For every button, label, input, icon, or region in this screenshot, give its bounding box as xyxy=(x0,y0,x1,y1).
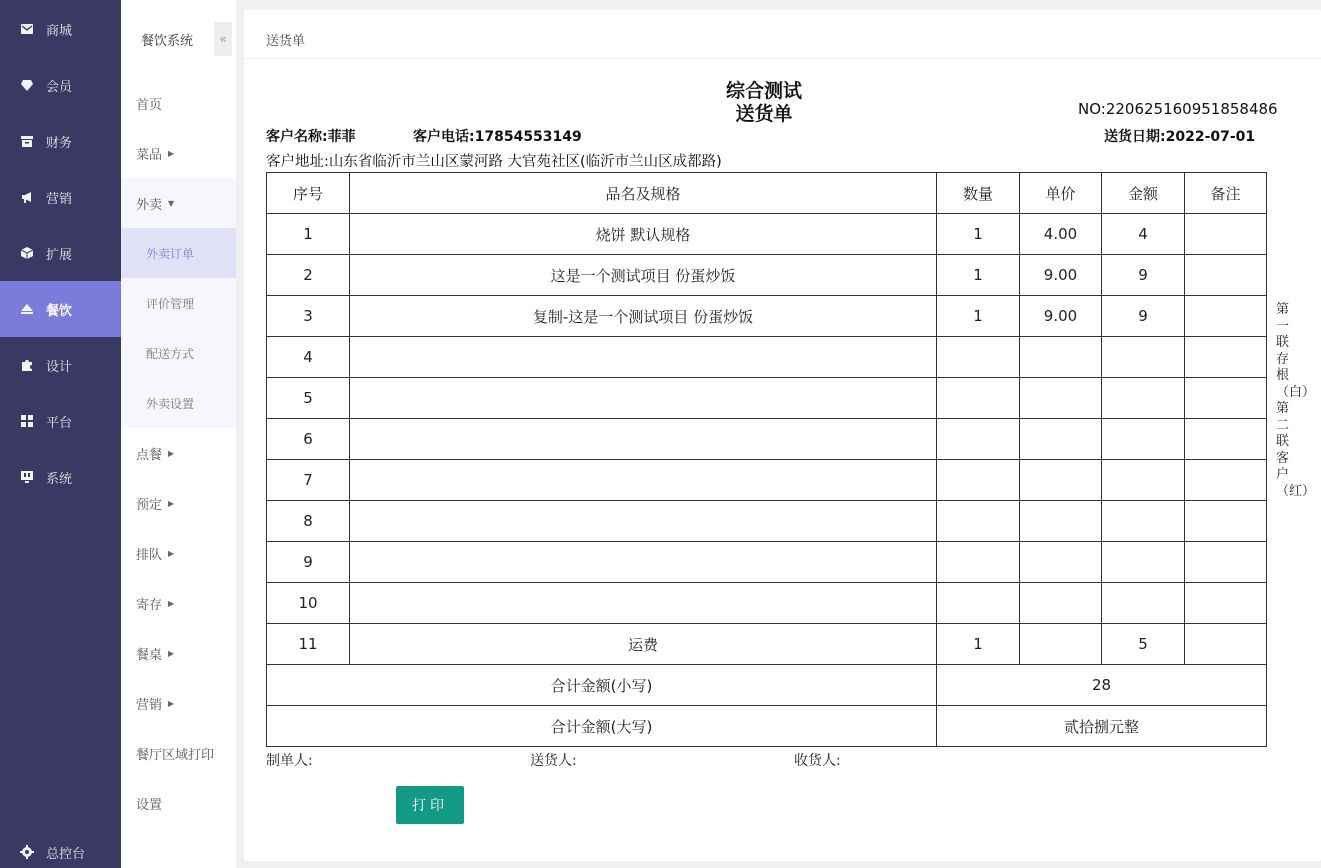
column-header: 数量 xyxy=(937,173,1020,214)
table-cell xyxy=(350,501,937,542)
sub-nav-label: 评价管理 xyxy=(146,296,195,311)
total-small-value: 28 xyxy=(937,665,1267,706)
table-cell xyxy=(1020,542,1102,583)
content-card xyxy=(244,10,1321,861)
table-row xyxy=(267,501,1267,542)
table-cell xyxy=(1020,583,1102,624)
eject-icon xyxy=(20,302,34,316)
sub-nav-label: 外卖 xyxy=(136,197,163,213)
sub-nav-label: 首页 xyxy=(136,97,163,113)
table-cell xyxy=(1185,542,1267,583)
nav-item-label: 平台 xyxy=(46,415,73,431)
sub-nav-dine[interactable] xyxy=(121,428,236,478)
sub-nav-settings[interactable] xyxy=(121,778,236,828)
nav-item-platform[interactable] xyxy=(0,393,121,449)
breadcrumb: 送货单 xyxy=(266,34,306,49)
deliverer-label: 送货人: xyxy=(530,753,577,769)
table-row xyxy=(267,255,1267,296)
table-cell xyxy=(350,419,937,460)
table-cell: 5 xyxy=(267,378,350,419)
delivery-date xyxy=(1104,126,1255,146)
table-row xyxy=(267,624,1267,665)
caret-right-icon: ▶ xyxy=(168,448,175,458)
table-cell: 2 xyxy=(267,255,350,296)
table-row xyxy=(267,542,1267,583)
caret-right-icon: ▶ xyxy=(168,648,175,658)
copy-note: 第一联存根（白）第二联客户（红） xyxy=(1276,302,1316,499)
caret-down-icon: ▼ xyxy=(168,198,175,208)
customer-address xyxy=(266,150,722,171)
divider xyxy=(244,58,1321,59)
sub-nav-takeout[interactable] xyxy=(121,178,236,228)
table-cell xyxy=(1020,419,1102,460)
nav-item-design[interactable] xyxy=(0,337,121,393)
nav-item-mall[interactable] xyxy=(0,1,121,57)
nav-item-catering[interactable] xyxy=(0,281,121,337)
sub-nav-label: 外卖订单 xyxy=(146,246,195,261)
table-row xyxy=(267,214,1267,255)
table-row xyxy=(267,583,1267,624)
table-body xyxy=(267,214,1267,665)
table-cell xyxy=(1102,501,1185,542)
table-cell: 5 xyxy=(1102,624,1185,665)
table-cell xyxy=(1020,460,1102,501)
table-cell xyxy=(350,378,937,419)
caret-right-icon: ▶ xyxy=(168,698,175,708)
customer-name xyxy=(266,126,356,146)
table-cell xyxy=(1185,378,1267,419)
sub-nav-queue[interactable] xyxy=(121,528,236,578)
table-cell xyxy=(1185,460,1267,501)
customer-name-label: 客户名称: xyxy=(266,129,328,145)
sub-nav-label: 餐厅区域打印 xyxy=(136,747,215,763)
print-button[interactable]: 打印 xyxy=(396,786,464,824)
column-header: 备注 xyxy=(1185,173,1267,214)
table-row xyxy=(267,337,1267,378)
table-cell xyxy=(937,378,1020,419)
table-cell: 9 xyxy=(1102,296,1185,337)
grid-icon xyxy=(20,414,34,428)
gear-icon xyxy=(20,845,34,859)
archive-icon xyxy=(20,134,34,148)
table-cell: 11 xyxy=(267,624,350,665)
caret-right-icon: ▶ xyxy=(168,498,175,508)
table-cell xyxy=(1102,337,1185,378)
table-cell xyxy=(350,460,937,501)
sub-nav-area-print[interactable] xyxy=(121,728,236,778)
sub-nav-label: 配送方式 xyxy=(146,346,195,361)
nav-item-finance[interactable] xyxy=(0,113,121,169)
nav-item-member[interactable] xyxy=(0,57,121,113)
table-cell xyxy=(350,583,937,624)
main-sidebar xyxy=(0,0,121,868)
table-cell: 1 xyxy=(937,624,1020,665)
table-cell xyxy=(1185,583,1267,624)
nav-item-label: 餐饮 xyxy=(46,303,73,319)
sub-nav-takeout-settings[interactable] xyxy=(121,378,236,428)
table-cell xyxy=(1185,214,1267,255)
total-big-label: 合计金额(大写) xyxy=(267,706,937,747)
column-header: 序号 xyxy=(267,173,350,214)
sub-nav-label: 外卖设置 xyxy=(146,396,195,411)
table-cell xyxy=(937,337,1020,378)
table-cell: 9.00 xyxy=(1020,255,1102,296)
caret-right-icon: ▶ xyxy=(168,148,175,158)
sub-nav-reserve[interactable] xyxy=(121,478,236,528)
sub-nav-label: 寄存 xyxy=(136,597,163,613)
table-cell xyxy=(937,419,1020,460)
customer-address-value: 山东省临沂市兰山区蒙河路 大官苑社区(临沂市兰山区成都路) xyxy=(328,154,722,170)
maker-label: 制单人: xyxy=(266,753,313,769)
customer-name-value: 菲菲 xyxy=(327,129,356,145)
diamond-icon xyxy=(20,78,34,92)
column-header: 品名及规格 xyxy=(350,173,937,214)
table-cell xyxy=(937,583,1020,624)
table-cell: 1 xyxy=(937,255,1020,296)
sub-nav-label: 设置 xyxy=(136,797,163,813)
nav-item-console[interactable] xyxy=(0,824,121,868)
table-cell: 1 xyxy=(267,214,350,255)
table-row xyxy=(267,460,1267,501)
sub-nav-marketing[interactable] xyxy=(121,678,236,728)
total-small-row xyxy=(267,665,1267,706)
sub-nav-label: 预定 xyxy=(136,497,163,513)
table-cell xyxy=(1185,501,1267,542)
table-cell: 4.00 xyxy=(1020,214,1102,255)
customer-phone xyxy=(413,126,582,146)
cube-icon xyxy=(20,246,34,260)
table-row xyxy=(267,296,1267,337)
sub-sidebar xyxy=(121,0,236,868)
table-cell xyxy=(1102,378,1185,419)
megaphone-icon xyxy=(20,190,34,204)
nav-item-marketing[interactable] xyxy=(0,169,121,225)
table-row xyxy=(267,419,1267,460)
table-cell: 4 xyxy=(1102,214,1185,255)
table-cell: 9.00 xyxy=(1020,296,1102,337)
table-cell xyxy=(1102,583,1185,624)
customer-address-label: 客户地址: xyxy=(266,154,329,170)
sub-nav-storage[interactable] xyxy=(121,578,236,628)
table-cell: 运费 xyxy=(350,624,937,665)
sub-nav-home[interactable] xyxy=(121,78,236,128)
table-cell xyxy=(937,460,1020,501)
table-row xyxy=(267,378,1267,419)
document-subtitle: 送货单 xyxy=(735,103,793,125)
table-cell xyxy=(1185,296,1267,337)
document-number: NO:220625160951858486 xyxy=(1078,100,1278,118)
nav-item-label: 营销 xyxy=(46,191,73,207)
delivery-table xyxy=(266,172,1267,747)
sub-nav-tables[interactable] xyxy=(121,628,236,678)
total-big-value: 贰拾捌元整 xyxy=(937,706,1267,747)
nav-item-extend[interactable] xyxy=(0,225,121,281)
total-small-label: 合计金额(小写) xyxy=(267,665,937,706)
total-big-row xyxy=(267,706,1267,747)
receiver-label: 收货人: xyxy=(794,753,841,769)
table-cell: 10 xyxy=(267,583,350,624)
table-cell xyxy=(1020,624,1102,665)
table-cell xyxy=(937,542,1020,583)
table-cell xyxy=(1102,460,1185,501)
nav-item-label: 设计 xyxy=(46,359,73,375)
sub-nav-label: 点餐 xyxy=(136,447,163,463)
table-cell: 7 xyxy=(267,460,350,501)
table-cell: 1 xyxy=(937,296,1020,337)
sub-nav-label: 餐桌 xyxy=(136,647,163,663)
table-header-row xyxy=(267,173,1267,214)
nav-item-label: 会员 xyxy=(46,79,73,95)
sub-nav-label: 菜品 xyxy=(136,147,163,163)
sub-nav-dishes[interactable] xyxy=(121,128,236,178)
table-cell: 8 xyxy=(267,501,350,542)
table-cell xyxy=(1102,419,1185,460)
table-cell xyxy=(1185,255,1267,296)
table-cell: 复制-这是一个测试项目 份蛋炒饭 xyxy=(350,296,937,337)
nav-item-label: 商城 xyxy=(46,23,73,39)
table-cell xyxy=(1185,419,1267,460)
table-cell: 这是一个测试项目 份蛋炒饭 xyxy=(350,255,937,296)
table-cell: 6 xyxy=(267,419,350,460)
delivery-date-value: 2022-07-01 xyxy=(1165,129,1256,145)
caret-right-icon: ▶ xyxy=(168,598,175,608)
nav-item-label: 总控台 xyxy=(46,846,86,862)
collapse-button[interactable]: « xyxy=(214,22,232,56)
table-cell: 9 xyxy=(1102,255,1185,296)
customer-phone-value: 17854553149 xyxy=(474,129,582,145)
puzzle-icon xyxy=(20,358,34,372)
delivery-date-label: 送货日期: xyxy=(1104,129,1166,145)
table-cell xyxy=(1185,337,1267,378)
customer-phone-label: 客户电话: xyxy=(413,129,475,145)
column-header: 单价 xyxy=(1020,173,1102,214)
nav-item-label: 财务 xyxy=(46,135,73,151)
table-cell: 3 xyxy=(267,296,350,337)
table-cell xyxy=(350,542,937,583)
table-cell: 9 xyxy=(267,542,350,583)
sub-nav-takeout-orders[interactable] xyxy=(121,228,236,278)
table-cell xyxy=(937,501,1020,542)
table-cell xyxy=(350,337,937,378)
mail-icon xyxy=(20,22,34,36)
nav-item-label: 系统 xyxy=(46,471,73,487)
column-header: 金额 xyxy=(1102,173,1185,214)
table-cell: 4 xyxy=(267,337,350,378)
sub-nav-label: 营销 xyxy=(136,697,163,713)
caret-right-icon: ▶ xyxy=(168,548,175,558)
table-cell xyxy=(1020,337,1102,378)
monitor-icon xyxy=(20,470,34,484)
sub-sidebar-title: 餐饮系统 xyxy=(141,34,194,49)
sub-nav-label: 排队 xyxy=(136,547,163,563)
document-title: 综合测试 xyxy=(725,80,802,102)
nav-item-label: 扩展 xyxy=(46,247,73,263)
nav-item-system[interactable] xyxy=(0,449,121,505)
table-cell: 烧饼 默认规格 xyxy=(350,214,937,255)
table-cell xyxy=(1020,378,1102,419)
sub-nav-reviews[interactable] xyxy=(121,278,236,328)
table-cell: 1 xyxy=(937,214,1020,255)
table-cell xyxy=(1185,624,1267,665)
table-cell xyxy=(1102,542,1185,583)
table-cell xyxy=(1020,501,1102,542)
sub-nav-delivery-method[interactable] xyxy=(121,328,236,378)
